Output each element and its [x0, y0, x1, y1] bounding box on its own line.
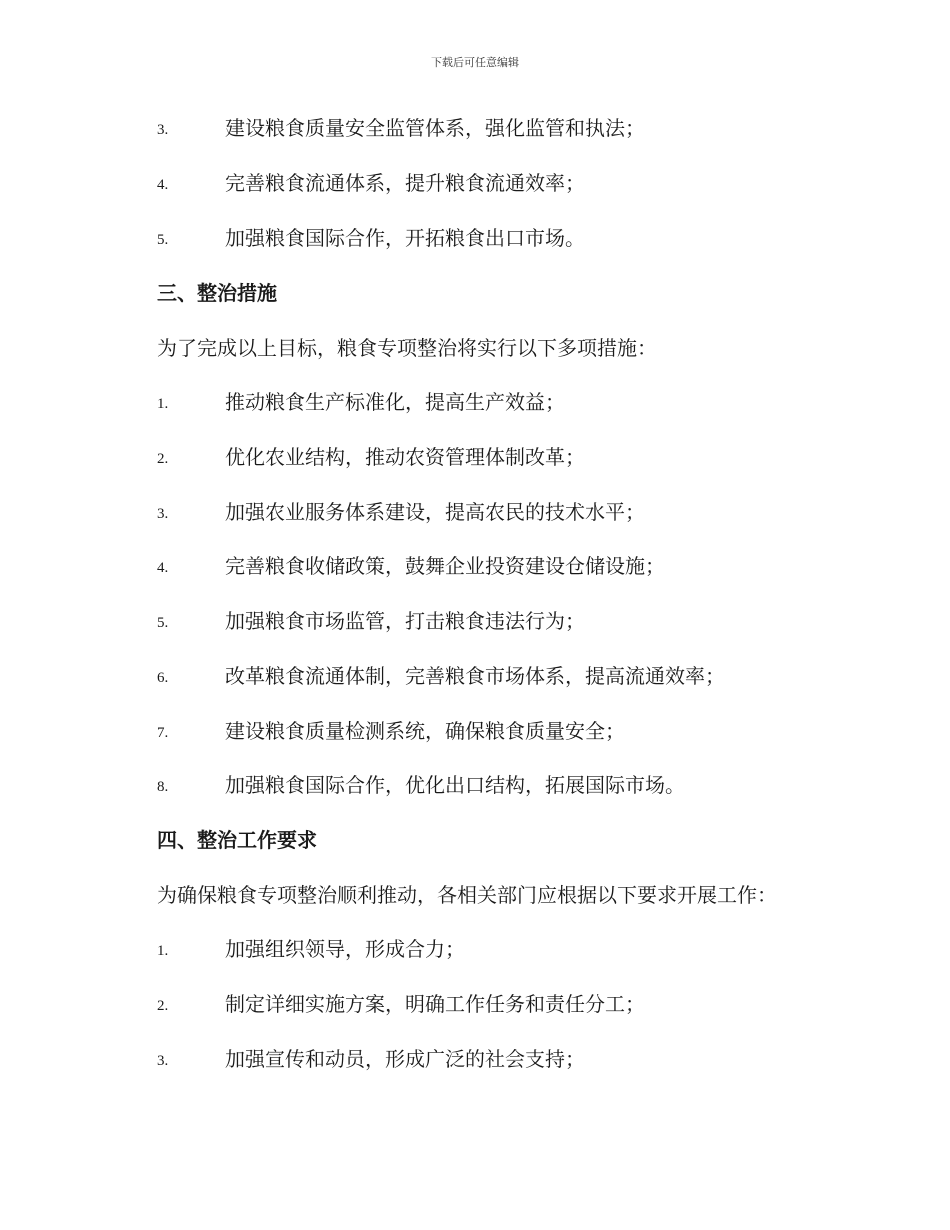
section-heading: 三、整治措施 [157, 281, 277, 305]
list-item-number: 1. [157, 943, 169, 959]
list-item-number: 2. [157, 451, 169, 467]
list-item-number: 4. [157, 177, 169, 193]
list-item-number: 3. [157, 1053, 169, 1069]
list-item-number: 7. [157, 725, 169, 741]
section-heading: 四、整治工作要求 [157, 828, 317, 852]
list-item-number: 3. [157, 506, 169, 522]
list-item-text: 优化农业结构，推动农资管理体制改革； [225, 445, 585, 469]
list-item-text: 加强农业服务体系建设，提高农民的技术水平； [225, 500, 645, 524]
list-item-number: 4. [157, 560, 169, 576]
list-item-number: 5. [157, 232, 169, 248]
list-item-number: 3. [157, 122, 169, 138]
list-item-text: 制定详细实施方案，明确工作任务和责任分工； [225, 992, 645, 1016]
list-item-number: 6. [157, 670, 169, 686]
list-item-number: 5. [157, 615, 169, 631]
page-header: 下载后可任意编辑 [431, 56, 519, 69]
list-item-text: 加强宣传和动员，形成广泛的社会支持； [225, 1047, 585, 1071]
list-item-text: 改革粮食流通体制，完善粮食市场体系，提高流通效率； [225, 664, 725, 688]
section-intro: 为了完成以上目标，粮食专项整治将实行以下多项措施： [157, 336, 657, 360]
list-item-text: 完善粮食流通体系，提升粮食流通效率； [225, 171, 585, 195]
list-item-text: 加强组织领导，形成合力； [225, 937, 465, 961]
list-item-text: 建设粮食质量安全监管体系，强化监管和执法； [225, 116, 645, 140]
list-item-number: 1. [157, 396, 169, 412]
list-item-text: 建设粮食质量检测系统，确保粮食质量安全； [225, 719, 625, 743]
section-intro: 为确保粮食专项整治顺利推动，各相关部门应根据以下要求开展工作： [157, 883, 777, 907]
list-item-text: 加强粮食市场监管，打击粮食违法行为； [225, 609, 585, 633]
list-item-text: 加强粮食国际合作，优化出口结构，拓展国际市场。 [225, 773, 685, 797]
list-item-text: 完善粮食收储政策，鼓舞企业投资建设仓储设施； [225, 554, 665, 578]
list-item-number: 2. [157, 998, 169, 1014]
list-item-text: 推动粮食生产标准化，提高生产效益； [225, 390, 565, 414]
list-item-number: 8. [157, 779, 169, 795]
list-item-text: 加强粮食国际合作，开拓粮食出口市场。 [225, 226, 585, 250]
